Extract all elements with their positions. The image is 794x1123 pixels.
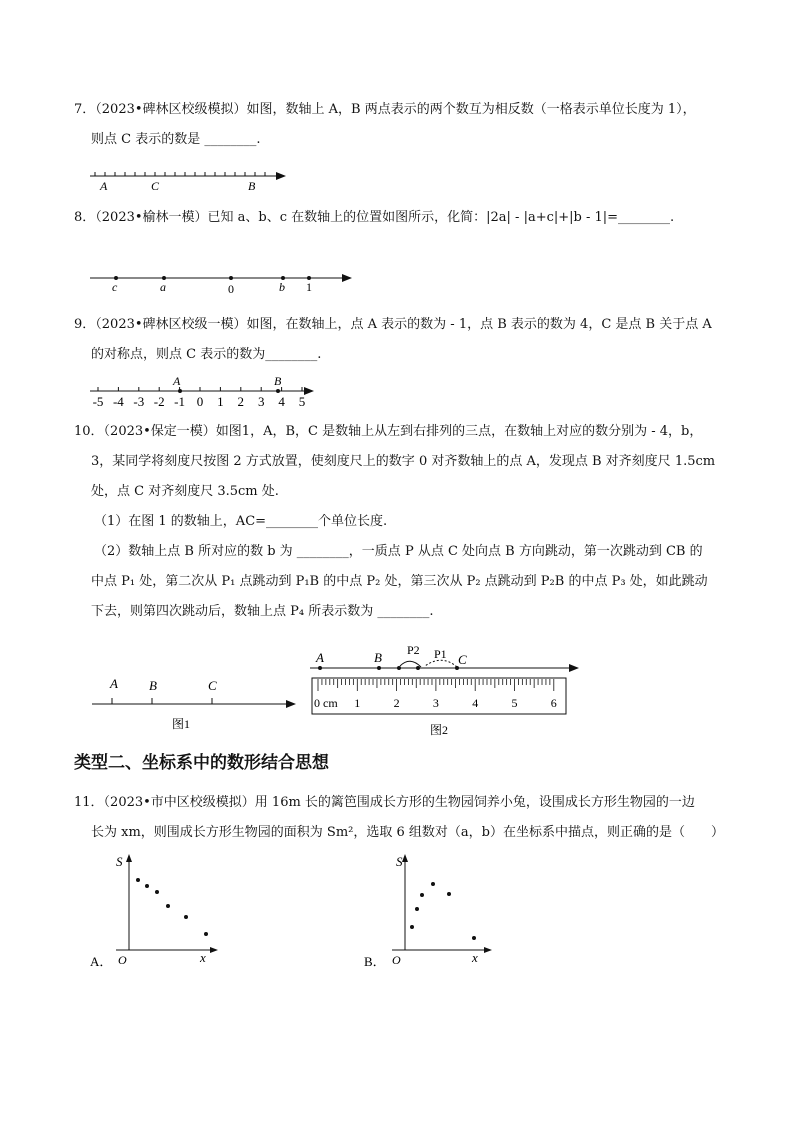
ruler-label: 6	[550, 696, 557, 710]
option-b-point	[410, 925, 414, 929]
q10-part2b: 中点 P₁ 处，第二次从 P₁ 点跳动到 P₁B 的中点 P₂ 处，第三次从 P₂ 点跳动到 P₂B 的中点 P₃ 处，如此跳动	[91, 574, 708, 589]
option-b-letter: B．	[364, 954, 386, 969]
option-a-point	[155, 890, 159, 894]
option-b-point	[415, 907, 419, 911]
option-a-letter: A．	[90, 954, 113, 969]
q11-option-a-graph	[88, 852, 228, 972]
q7-label-a: A	[100, 179, 108, 193]
q9-tick-label: 3	[257, 394, 265, 409]
q9-tick-label: 0	[196, 394, 204, 409]
option-b-point	[447, 892, 451, 896]
fig1-caption: 图1	[172, 717, 191, 731]
option-b-point	[431, 882, 435, 886]
question-7	[74, 95, 734, 155]
q9-line2: 的对称点，则点 C 表示的数为________.	[91, 347, 322, 362]
q8-label-b: b	[279, 280, 285, 294]
question-10	[74, 417, 734, 627]
q9-tick-label: 1	[217, 394, 224, 409]
q9-tick-label: -1	[174, 394, 186, 409]
q9-line1: 9．（2023•碑林区校级一模）如图，在数轴上，点 A 表示的数为 - 1，点 B 表示的数为 4，C 是点 B 关于点 A	[74, 317, 712, 332]
ruler-label: 5	[511, 696, 518, 710]
q9-tick-label: -4	[112, 394, 124, 409]
ruler-label: 2	[393, 696, 400, 710]
option-b-origin: O	[392, 953, 401, 967]
q7-label-b: B	[248, 179, 256, 193]
q9-tick-label: 2	[237, 394, 245, 409]
q11-line1: 11．（2023•市中区校级模拟）用 16m 长的篱笆围成长方形的生物园饲养小兔，设围成长方形生物园的一边	[74, 795, 695, 810]
fig2-label-p1: P1	[434, 647, 447, 661]
question-11	[74, 788, 734, 848]
option-a-point	[145, 884, 149, 888]
q9-tick-label: 4	[278, 394, 285, 409]
q10-part2c: 下去，则第四次跳动后，数轴上点 P₄ 所表示数为 ________.	[91, 604, 434, 619]
option-a-origin: O	[118, 953, 127, 967]
fig2-label-p2: P2	[407, 643, 420, 657]
q7-line1: 7．（2023•碑林区校级模拟）如图，数轴上 A，B 两点表示的两个数互为相反数（一格表示单位长度为 1），	[74, 102, 696, 117]
ruler-label: 0 cm	[314, 696, 338, 710]
option-a-point	[204, 932, 208, 936]
q7-line2: 则点 C 表示的数是 ________.	[91, 132, 261, 147]
fig2-label-b: B	[374, 650, 382, 665]
option-a-y-axis: S	[116, 854, 123, 869]
q10-line3: 处，点 C 对齐刻度尺 3.5cm 处.	[91, 484, 279, 499]
option-b-point	[472, 936, 476, 940]
section-heading: 类型二、坐标系中的数形结合思想	[74, 753, 329, 773]
q10-line1: 10．（2023•保定一模）如图1，A，B，C 是数轴上从左到右排列的三点，在数轴上对应的数分别为 - 4，b，	[74, 424, 703, 439]
q9-tick-label: -3	[133, 394, 145, 409]
fig1-label-a: A	[110, 676, 118, 691]
q8-label-c: c	[112, 280, 118, 294]
q8-label-a: a	[160, 280, 166, 294]
q10-part1: （1）在图 1 的数轴上，AC=________个单位长度.	[94, 514, 388, 529]
question-9	[74, 310, 734, 370]
q10-line2: 3，某同学将刻度尺按图 2 方式放置，使刻度尺上的数字 0 对齐数轴上的点 A，发现点 B 对齐刻度尺 1.5cm	[91, 454, 716, 469]
fig1-label-c: C	[208, 678, 217, 693]
q9-number-line	[90, 373, 320, 409]
q9-tick-label: -5	[92, 394, 104, 409]
q8-number-line	[90, 270, 360, 300]
ruler-label: 4	[472, 696, 479, 710]
q8-label-0: 0	[228, 282, 234, 296]
question-8	[74, 203, 734, 233]
option-a-point	[184, 915, 188, 919]
option-a-point	[166, 904, 170, 908]
option-b-x-axis: x	[472, 950, 478, 965]
fig2-label-c: C	[458, 652, 467, 667]
q9-label-b: B	[274, 374, 282, 388]
fig2-caption: 图2	[430, 723, 449, 737]
fig2-label-a: A	[316, 650, 324, 665]
q8-line1: 8．（2023•榆林一模）已知 a、b、c 在数轴上的位置如图所示，化简：|2a| - |a+c|+|b - 1|=________.	[74, 210, 675, 225]
q11-line2: 长为 xm，则围成长方形生物园的面积为 Sm²，选取 6 组数对（a，b）在坐标系中描点，则正确的是（ ）	[91, 825, 724, 840]
q10-part2a: （2）数轴上点 B 所对应的数 b 为 ________，一质点 P 从点 C 处向点 B 方向跳动，第一次跳动到 CB 的	[94, 544, 703, 559]
option-a-x-axis: x	[200, 950, 206, 965]
q11-option-b-graph	[362, 852, 502, 972]
ruler-label: 3	[432, 696, 439, 710]
option-a-point	[136, 878, 140, 882]
ruler-label: 1	[354, 696, 361, 710]
q10-figure-1	[88, 676, 303, 736]
q9-tick-label: -2	[153, 394, 165, 409]
q7-number-line	[90, 168, 290, 198]
q9-label-a: A	[173, 374, 181, 388]
option-b-point	[420, 893, 424, 897]
q7-label-c: C	[151, 179, 160, 193]
q9-tick-label: 5	[298, 394, 306, 409]
option-b-y-axis: S	[396, 854, 403, 869]
q10-figure-2	[310, 642, 582, 742]
q8-label-1: 1	[306, 280, 312, 294]
fig1-label-b: B	[149, 678, 157, 693]
